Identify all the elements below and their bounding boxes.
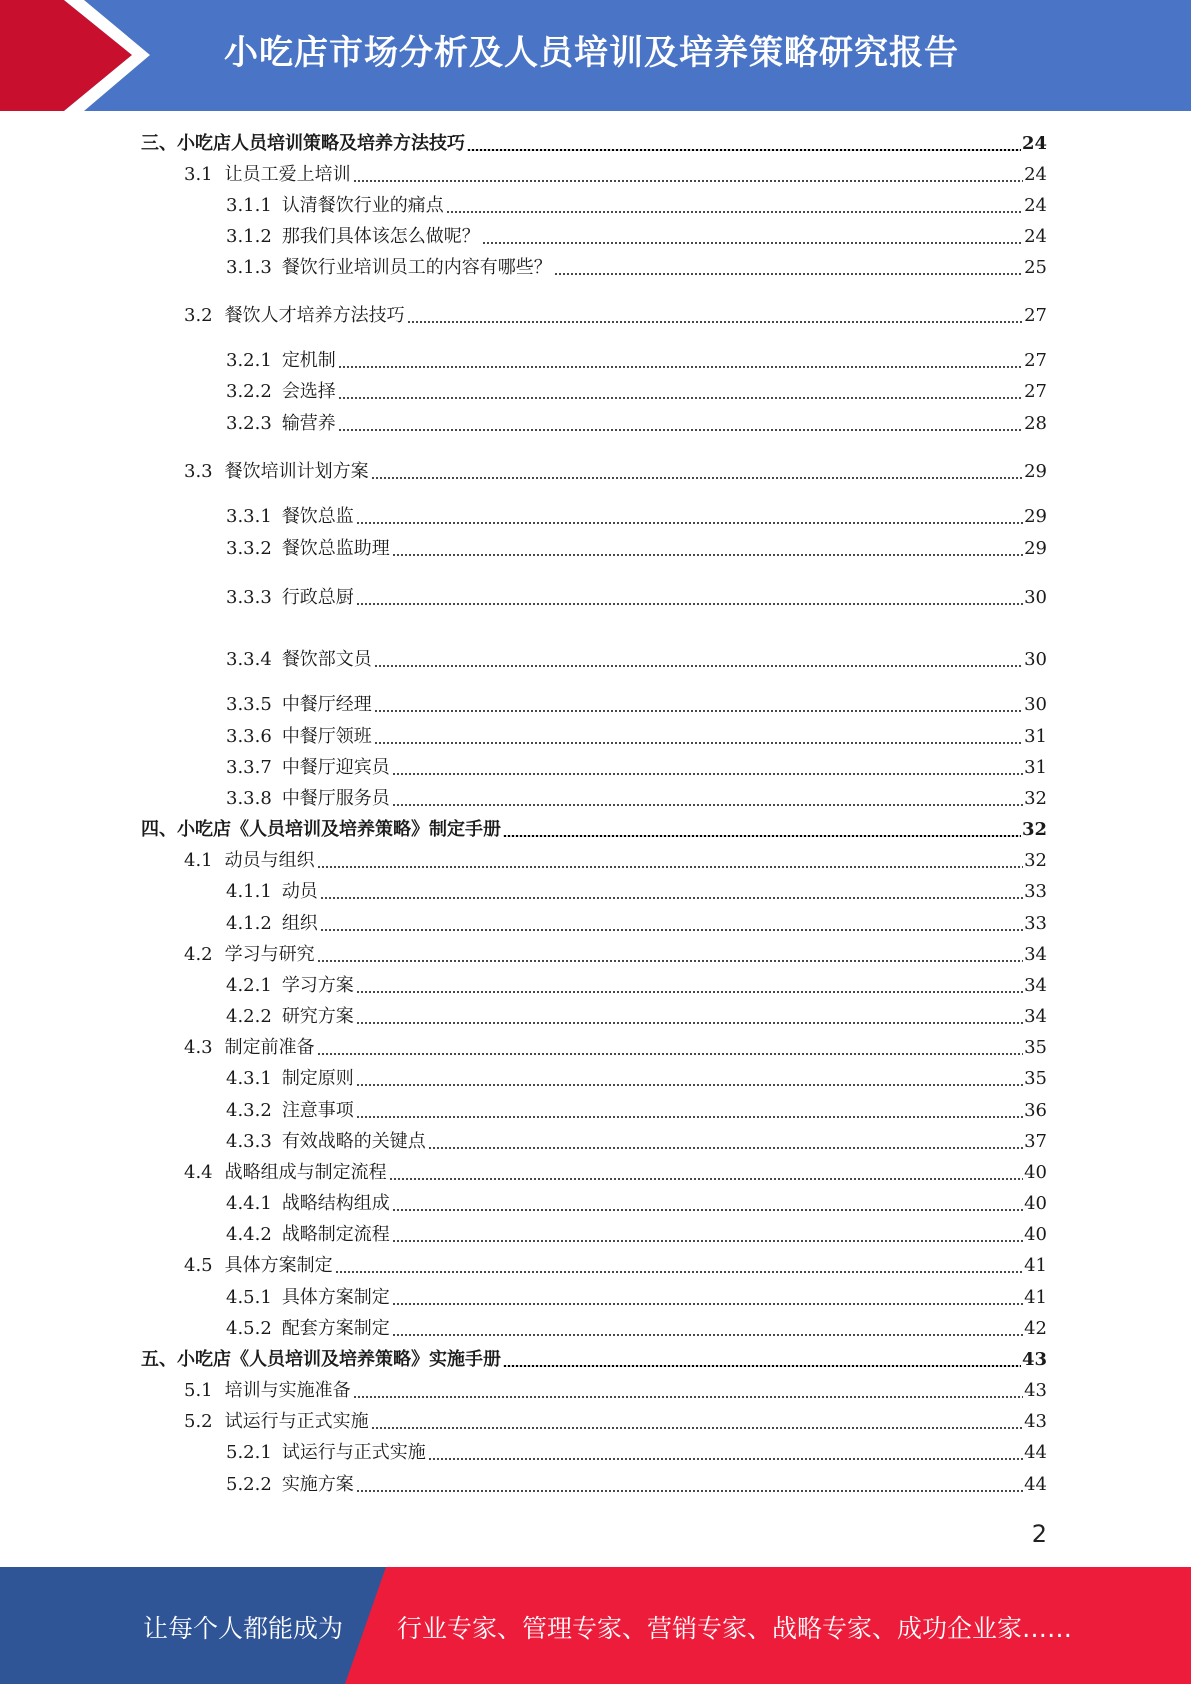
toc-number: 3.2.3 xyxy=(226,413,272,434)
toc-line xyxy=(226,1127,1047,1155)
toc-dot-leader xyxy=(392,554,1023,556)
toc-chapter[interactable] xyxy=(0,129,1191,157)
toc-subsection[interactable] xyxy=(0,409,1191,437)
toc-line xyxy=(226,1064,1047,1092)
toc-title: 那我们具体该怎么做呢？ xyxy=(281,226,480,247)
toc-dot-leader xyxy=(353,180,1023,182)
toc-title: 具体方案制定 xyxy=(224,1255,333,1276)
toc-dot-leader xyxy=(389,1178,1023,1180)
toc-number: 5.1 xyxy=(184,1380,213,1401)
toc-dot-leader xyxy=(446,211,1023,213)
toc-title: 学习方案 xyxy=(281,975,354,996)
toc-page-number: 29 xyxy=(1024,538,1047,559)
toc-subsection[interactable] xyxy=(0,1220,1191,1248)
toc-page-number: 27 xyxy=(1024,381,1047,402)
toc-page-number: 35 xyxy=(1024,1068,1047,1089)
toc-title: 餐饮部文员 xyxy=(281,649,372,670)
toc-title: 组织 xyxy=(281,913,318,934)
toc-line xyxy=(226,222,1047,250)
toc-line xyxy=(226,346,1047,374)
toc-number: 4.5.2 xyxy=(226,1318,272,1339)
toc-number: 4.1.1 xyxy=(226,881,272,902)
toc-number: 4.4.1 xyxy=(226,1193,272,1214)
toc-section[interactable] xyxy=(0,940,1191,968)
toc-title: 注意事项 xyxy=(281,1100,354,1121)
toc-title: 动员 xyxy=(281,881,318,902)
toc-number: 4.5 xyxy=(184,1255,213,1276)
toc-section[interactable] xyxy=(0,457,1191,485)
toc-line xyxy=(184,160,1047,188)
toc-title: 餐饮人才培养方法技巧 xyxy=(224,305,405,326)
toc-number: 4.3.1 xyxy=(226,1068,272,1089)
toc-subsection[interactable] xyxy=(0,377,1191,405)
toc-number: 3.3.4 xyxy=(226,649,272,670)
toc-title: 行政总厨 xyxy=(281,587,354,608)
toc-dot-leader xyxy=(392,1240,1023,1242)
toc-line xyxy=(184,301,1047,329)
toc-number: 5.2.1 xyxy=(226,1442,272,1463)
toc-subsection[interactable] xyxy=(0,191,1191,219)
toc-line xyxy=(141,129,1047,157)
toc-subsection[interactable] xyxy=(0,1127,1191,1155)
toc-subsection[interactable] xyxy=(0,1064,1191,1092)
toc-subsection[interactable] xyxy=(0,222,1191,250)
toc-title: 研究方案 xyxy=(281,1006,354,1027)
toc-line xyxy=(226,690,1047,718)
toc-title: 动员与组织 xyxy=(224,850,315,871)
toc-subsection[interactable] xyxy=(0,1438,1191,1466)
toc-line xyxy=(226,1470,1047,1498)
toc-number: 4.2.2 xyxy=(226,1006,272,1027)
toc-dot-leader xyxy=(356,522,1023,524)
toc-page-number: 41 xyxy=(1024,1255,1047,1276)
toc-dot-leader xyxy=(467,149,1021,151)
toc-line xyxy=(226,645,1047,673)
toc-page-number: 33 xyxy=(1024,913,1047,934)
toc-number: 4.4.2 xyxy=(226,1224,272,1245)
report-title: 小吃店市场分析及人员培训及培养策略研究报告 xyxy=(224,33,959,73)
toc-page-number: 29 xyxy=(1024,506,1047,527)
toc-number: 4.5.1 xyxy=(226,1287,272,1308)
toc-dot-leader xyxy=(356,991,1023,993)
toc-subsection[interactable] xyxy=(0,1470,1191,1498)
toc-number: 5.2.2 xyxy=(226,1474,272,1495)
toc-line xyxy=(226,877,1047,905)
page-number: 2 xyxy=(1031,1520,1047,1548)
toc-section[interactable] xyxy=(0,301,1191,329)
toc-line xyxy=(226,753,1047,781)
toc-subsection[interactable] xyxy=(0,1314,1191,1342)
toc-number: 5.2 xyxy=(184,1411,213,1432)
toc-dot-leader xyxy=(371,477,1023,479)
toc-number: 3.3.1 xyxy=(226,506,272,527)
toc-line xyxy=(226,377,1047,405)
toc-number: 3.3.2 xyxy=(226,538,272,559)
toc-dot-leader xyxy=(428,1458,1023,1460)
toc-line xyxy=(184,940,1047,968)
toc-section[interactable] xyxy=(0,1158,1191,1186)
toc-subsection[interactable] xyxy=(0,1096,1191,1124)
toc-page-number: 24 xyxy=(1024,195,1047,216)
toc-subsection[interactable] xyxy=(0,690,1191,718)
toc-dot-leader xyxy=(503,1365,1021,1367)
toc-page-number: 34 xyxy=(1024,944,1047,965)
toc-title: 战略组成与制定流程 xyxy=(224,1162,387,1183)
toc-dot-leader xyxy=(356,603,1023,605)
toc-dot-leader xyxy=(356,1084,1023,1086)
toc-number: 3.3.6 xyxy=(226,726,272,747)
toc-dot-leader xyxy=(353,1396,1023,1398)
toc-title: 试运行与正式实施 xyxy=(224,1411,369,1432)
toc-dot-leader xyxy=(356,1022,1023,1024)
page-header xyxy=(0,0,1191,111)
toc-page-number: 27 xyxy=(1024,305,1047,326)
toc-subsection[interactable] xyxy=(0,346,1191,374)
toc-line xyxy=(226,534,1047,562)
toc-page-number: 40 xyxy=(1024,1162,1047,1183)
toc-title: 餐饮总监 xyxy=(281,506,354,527)
toc-dot-leader xyxy=(407,321,1023,323)
toc-number: 3.1.2 xyxy=(226,226,272,247)
toc-line xyxy=(226,583,1047,611)
toc-subsection[interactable] xyxy=(0,909,1191,937)
toc-dot-leader xyxy=(320,929,1023,931)
toc-dot-leader xyxy=(392,804,1023,806)
toc-subsection[interactable] xyxy=(0,583,1191,611)
toc-line xyxy=(226,722,1047,750)
page-footer xyxy=(0,1567,1191,1684)
toc-dot-leader xyxy=(317,866,1023,868)
toc-line xyxy=(226,409,1047,437)
toc-line xyxy=(184,1376,1047,1404)
toc-line xyxy=(226,253,1047,281)
toc-title: 培训与实施准备 xyxy=(224,1380,351,1401)
toc-dot-leader xyxy=(317,960,1023,962)
toc-title: 中餐厅迎宾员 xyxy=(281,757,390,778)
toc-dot-leader xyxy=(392,1303,1023,1305)
toc-page-number: 24 xyxy=(1024,226,1047,247)
toc-chapter[interactable] xyxy=(0,1345,1191,1373)
toc-section[interactable] xyxy=(0,1407,1191,1435)
toc-title: 输营养 xyxy=(281,413,336,434)
toc-number: 4.4 xyxy=(184,1162,213,1183)
toc-title: 餐饮培训计划方案 xyxy=(224,461,369,482)
toc-chapter[interactable] xyxy=(0,815,1191,843)
toc-subsection[interactable] xyxy=(0,1283,1191,1311)
toc-page-number: 31 xyxy=(1024,757,1047,778)
toc-line xyxy=(141,815,1047,843)
toc-dot-leader xyxy=(428,1147,1023,1149)
toc-page-number: 29 xyxy=(1024,461,1047,482)
toc-line xyxy=(226,909,1047,937)
toc-dot-leader xyxy=(356,1116,1023,1118)
toc-title: 四、小吃店《人员培训及培养策略》制定手册 xyxy=(141,819,501,840)
toc-subsection[interactable] xyxy=(0,502,1191,530)
toc-dot-leader xyxy=(392,1209,1023,1211)
toc-page-number: 25 xyxy=(1024,257,1047,278)
toc-dot-leader xyxy=(374,710,1023,712)
toc-title: 战略制定流程 xyxy=(281,1224,390,1245)
toc-line xyxy=(184,846,1047,874)
toc-number: 4.3.2 xyxy=(226,1100,272,1121)
toc-line xyxy=(226,191,1047,219)
footer-slogan-roles: 行业专家、管理专家、营销专家、战略专家、成功企业家…… xyxy=(397,1614,1073,1643)
toc-number: 4.2.1 xyxy=(226,975,272,996)
toc-line xyxy=(184,1407,1047,1435)
toc-page-number: 43 xyxy=(1021,1349,1047,1370)
toc-page-number: 35 xyxy=(1024,1037,1047,1058)
toc-subsection[interactable] xyxy=(0,877,1191,905)
toc-title: 有效战略的关键点 xyxy=(281,1131,426,1152)
toc-subsection[interactable] xyxy=(0,753,1191,781)
toc-number: 3.3.3 xyxy=(226,587,272,608)
toc-section[interactable] xyxy=(0,846,1191,874)
toc-dot-leader xyxy=(392,1334,1023,1336)
toc-title: 配套方案制定 xyxy=(281,1318,390,1339)
toc-line xyxy=(184,457,1047,485)
toc-title: 具体方案制定 xyxy=(281,1287,390,1308)
toc-dot-leader xyxy=(338,366,1023,368)
toc-dot-leader xyxy=(392,773,1023,775)
toc-page-number: 43 xyxy=(1024,1411,1047,1432)
toc-dot-leader xyxy=(335,1271,1023,1273)
toc-line xyxy=(226,1220,1047,1248)
toc-number: 4.3.3 xyxy=(226,1131,272,1152)
toc-page-number: 36 xyxy=(1024,1100,1047,1121)
toc-title: 中餐厅经理 xyxy=(281,694,372,715)
toc-page-number: 30 xyxy=(1024,587,1047,608)
toc-dot-leader xyxy=(554,273,1023,275)
toc-title: 餐饮总监助理 xyxy=(281,538,390,559)
toc-number: 3.1 xyxy=(184,164,213,185)
toc-section[interactable] xyxy=(0,1033,1191,1061)
toc-title: 五、小吃店《人员培训及培养策略》实施手册 xyxy=(141,1349,501,1370)
toc-line xyxy=(184,1158,1047,1186)
toc-title: 餐饮行业培训员工的内容有哪些？ xyxy=(281,257,552,278)
toc-line xyxy=(226,1314,1047,1342)
toc-line xyxy=(141,1345,1047,1373)
toc-subsection[interactable] xyxy=(0,784,1191,812)
toc-title: 试运行与正式实施 xyxy=(281,1442,426,1463)
toc-page-number: 42 xyxy=(1024,1318,1047,1339)
toc-line xyxy=(226,1096,1047,1124)
toc-title: 会选择 xyxy=(281,381,336,402)
toc-dot-leader xyxy=(338,397,1023,399)
toc-number: 3.2.2 xyxy=(226,381,272,402)
toc-number: 4.2 xyxy=(184,944,213,965)
toc-page-number: 28 xyxy=(1024,413,1047,434)
toc-subsection[interactable] xyxy=(0,253,1191,281)
toc-number: 4.1 xyxy=(184,850,213,871)
toc-line xyxy=(226,1002,1047,1030)
toc-line xyxy=(226,502,1047,530)
toc-subsection[interactable] xyxy=(0,971,1191,999)
toc-title: 实施方案 xyxy=(281,1474,354,1495)
header-arrow-icon xyxy=(0,0,200,111)
toc-page-number: 27 xyxy=(1024,350,1047,371)
toc-page-number: 30 xyxy=(1024,694,1047,715)
toc-page-number: 31 xyxy=(1024,726,1047,747)
toc-dot-leader xyxy=(356,1490,1023,1492)
toc-page-number: 33 xyxy=(1024,881,1047,902)
toc-line xyxy=(226,1189,1047,1217)
toc-number: 4.1.2 xyxy=(226,913,272,934)
toc-page-number: 41 xyxy=(1024,1287,1047,1308)
toc-page-number: 24 xyxy=(1021,133,1047,154)
toc-number: 3.3 xyxy=(184,461,213,482)
toc-number: 3.2 xyxy=(184,305,213,326)
toc-dot-leader xyxy=(338,429,1023,431)
toc-page-number: 24 xyxy=(1024,164,1047,185)
toc-title: 三、小吃店人员培训策略及培养方法技巧 xyxy=(141,133,465,154)
toc-subsection[interactable] xyxy=(0,534,1191,562)
toc-subsection[interactable] xyxy=(0,645,1191,673)
footer-slogan-lead: 让每个人都能成为 xyxy=(143,1614,344,1643)
toc-dot-leader xyxy=(374,742,1023,744)
toc-title: 中餐厅服务员 xyxy=(281,788,390,809)
toc-title: 中餐厅领班 xyxy=(281,726,372,747)
toc-page-number: 43 xyxy=(1024,1380,1047,1401)
toc-number: 3.3.7 xyxy=(226,757,272,778)
toc-dot-leader xyxy=(374,665,1023,667)
toc-page-number: 34 xyxy=(1024,975,1047,996)
toc-line xyxy=(226,784,1047,812)
toc-page-number: 32 xyxy=(1024,788,1047,809)
toc-page-number: 44 xyxy=(1024,1442,1047,1463)
toc-number: 3.1.1 xyxy=(226,195,272,216)
toc-page-number: 44 xyxy=(1024,1474,1047,1495)
toc-number: 3.3.8 xyxy=(226,788,272,809)
toc-title: 学习与研究 xyxy=(224,944,315,965)
toc-section[interactable] xyxy=(0,1251,1191,1279)
toc-subsection[interactable] xyxy=(0,722,1191,750)
toc-page-number: 40 xyxy=(1024,1224,1047,1245)
toc-title: 制定原则 xyxy=(281,1068,354,1089)
toc-subsection[interactable] xyxy=(0,1002,1191,1030)
toc-page-number: 32 xyxy=(1021,819,1047,840)
toc-page-number: 34 xyxy=(1024,1006,1047,1027)
toc-title: 定机制 xyxy=(281,350,336,371)
toc-line xyxy=(184,1251,1047,1279)
toc-page-number: 37 xyxy=(1024,1131,1047,1152)
toc-subsection[interactable] xyxy=(0,1189,1191,1217)
toc-line xyxy=(226,971,1047,999)
toc-line xyxy=(226,1283,1047,1311)
toc-number: 4.3 xyxy=(184,1037,213,1058)
toc-dot-leader xyxy=(320,897,1023,899)
toc-section[interactable] xyxy=(0,1376,1191,1404)
toc-title: 战略结构组成 xyxy=(281,1193,390,1214)
toc-dot-leader xyxy=(482,242,1023,244)
toc-title: 制定前准备 xyxy=(224,1037,315,1058)
toc-line xyxy=(184,1033,1047,1061)
toc-page-number: 40 xyxy=(1024,1193,1047,1214)
toc-title: 认清餐饮行业的痛点 xyxy=(281,195,444,216)
toc-dot-leader xyxy=(317,1053,1023,1055)
toc-dot-leader xyxy=(371,1427,1023,1429)
toc-number: 3.3.5 xyxy=(226,694,272,715)
toc-title: 让员工爱上培训 xyxy=(224,164,351,185)
toc-number: 3.2.1 xyxy=(226,350,272,371)
toc-page-number: 32 xyxy=(1024,850,1047,871)
toc-page-number: 30 xyxy=(1024,649,1047,670)
toc-section[interactable] xyxy=(0,160,1191,188)
toc-line xyxy=(226,1438,1047,1466)
toc-number: 3.1.3 xyxy=(226,257,272,278)
toc-dot-leader xyxy=(503,835,1021,837)
